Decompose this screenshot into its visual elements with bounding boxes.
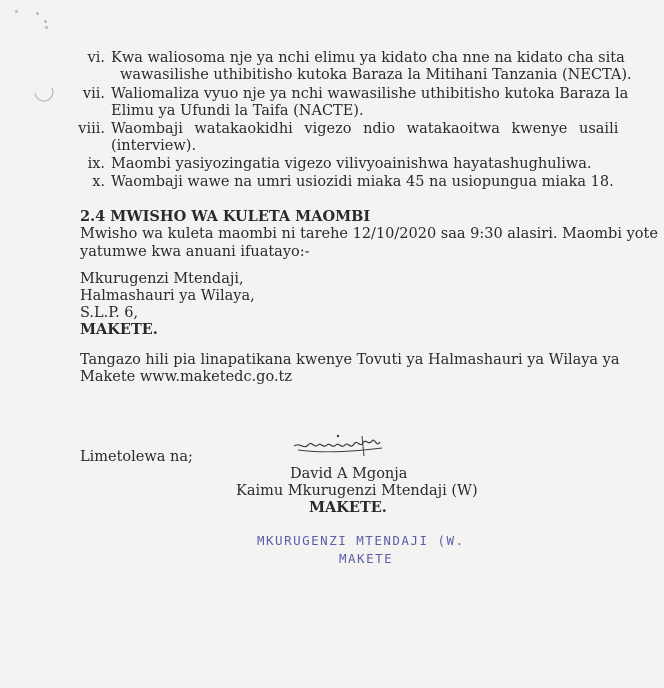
condition-text: Elimu ya Ufundi la Taifa (NACTE). [111,103,364,119]
condition-text: Waombaji wawe na umri usiozidi miaka 45 na usiopungua miaka 18. [111,174,614,190]
condition-number: vi. [87,50,105,66]
condition-text: wawasilishe uthibitisho kutoka Baraza la Mitihani Tanzania (NECTA). [120,67,632,83]
condition-text: (interview). [111,138,197,154]
condition-text: Waliomaliza vyuo nje ya nchi wawasilishe uthibitisho kutoka Baraza la [111,86,629,102]
condition-number: vii. [82,86,105,102]
scan-dot [15,10,18,13]
section-paragraph: Mwisho wa kuleta maombi ni tarehe 12/10/2020 saa 9:30 alasiri. Maombi yote [80,226,658,242]
condition-number: x. [92,174,105,190]
condition-text: Waombaji watakaokidhi vigezo ndio watakaoitwa kwenye usaili [111,121,619,137]
signatory-name: David A Mgonja [290,466,408,482]
official-stamp-line: MKURUGENZI MTENDAJI (W. [257,533,465,548]
condition-number: viii. [78,121,105,137]
section-heading: 2.4 MWISHO WA KULETA MAOMBI [80,208,371,225]
notice-text: Tangazo hili pia linapatikana kwenye Tovuti ya Halmashauri ya Wilaya ya [80,352,620,368]
signatory-title: Kaimu Mkurugenzi Mtendaji (W) [236,483,478,499]
address-line: MAKETE. [80,321,158,338]
scan-dot [44,20,47,23]
address-line: Mkurugenzi Mtendaji, [80,271,244,287]
handwritten-signature [290,430,390,460]
notice-text: Makete www.maketedc.go.tz [80,369,293,385]
issued-by-label: Limetolewa na; [80,449,193,465]
section-paragraph: yatumwe kwa anuani ifuatayo:- [80,244,310,260]
scan-dot [36,12,39,15]
address-line: Halmashauri ya Wilaya, [80,288,255,304]
punch-hole-mark [30,84,54,104]
condition-text: Kwa waliosoma nje ya nchi elimu ya kidato cha nne na kidato cha sita [111,50,625,66]
official-stamp-line: MAKETE [339,551,394,566]
address-line: S.L.P. 6, [80,305,139,321]
condition-text: Maombi yasiyozingatia vigezo vilivyoainishwa hayatashughuliwa. [111,156,592,172]
condition-number: ix. [87,156,105,172]
scan-dot [45,26,48,29]
signatory-place: MAKETE. [309,499,387,516]
